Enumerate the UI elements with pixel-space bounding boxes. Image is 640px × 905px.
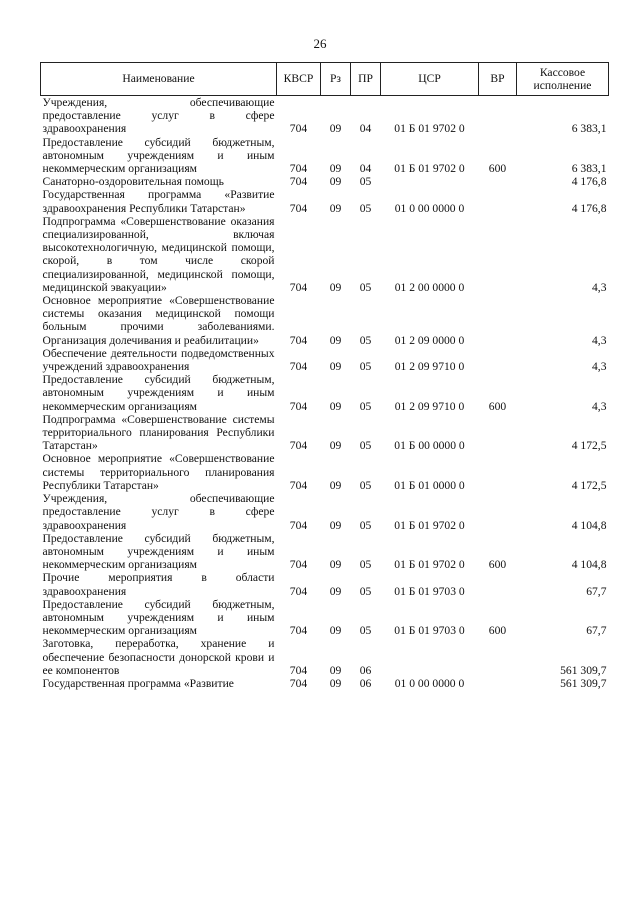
row-kvsr: 704 [289,558,308,572]
row-pr: 05 [359,280,372,294]
budget-table [40,62,609,690]
row-kvsr: 704 [289,333,308,347]
row-pr: 05 [359,399,372,413]
row-vr [479,452,517,492]
row-amount: 4 172,5 [571,439,607,453]
row-amount: 4,3 [592,360,607,374]
row-amount: 561 309,7 [560,676,607,690]
row-vr [479,347,517,373]
row-rz: 09 [329,162,342,176]
row-pr: 05 [359,624,372,638]
row-pr: 05 [359,439,372,453]
row-pr: 04 [359,162,372,176]
row-name: Предоставление субсидий бюджетным, автономным учреждениям и иным некоммерческим организациям [42,373,275,413]
row-amount: 4,3 [592,333,607,347]
row-rz: 09 [329,478,342,492]
row-pr: 05 [359,584,372,598]
row-amount: 4 176,8 [571,201,607,215]
row-csr: 01 Б 01 0000 0 [394,478,465,492]
row-name: Предоставление субсидий бюджетным, автономным учреждениям и иным некоммерческим организациям [42,531,275,572]
row-pr: 05 [359,333,372,347]
row-pr: 05 [359,175,372,189]
table-row [41,413,609,453]
table-row [41,294,609,347]
row-kvsr: 704 [289,478,308,492]
row-kvsr: 704 [289,122,308,136]
header-csr: ЦСР [381,63,479,96]
row-pr: 05 [359,558,372,572]
header-name: Наименование [41,63,277,96]
row-vr [479,175,517,188]
table-row [41,532,609,572]
table-row [41,571,609,597]
row-csr: 01 Б 01 9702 0 [394,558,465,572]
row-amount: 6 383,1 [571,162,607,176]
row-kvsr: 704 [289,201,308,215]
row-name: Государственная программа «Развитие [42,676,234,690]
row-rz: 09 [329,439,342,453]
row-kvsr: 704 [289,360,308,374]
row-rz: 09 [329,201,342,215]
row-rz: 09 [329,333,342,347]
header-pr: ПР [351,63,381,96]
row-rz: 09 [329,122,342,136]
row-csr: 01 2 09 0000 0 [394,333,465,347]
row-pr: 05 [359,360,372,374]
row-vr [479,215,517,294]
table-row [41,677,609,690]
table-row [41,373,609,413]
table-row [41,347,609,373]
row-kvsr: 704 [289,280,308,294]
row-csr [381,637,479,677]
row-kvsr: 704 [289,663,308,677]
row-name: Санаторно-оздоровительная помощь [42,175,224,189]
row-csr: 01 Б 01 9702 0 [394,122,465,136]
row-rz: 09 [329,399,342,413]
row-vr: 600 [488,162,507,176]
row-rz: 09 [329,663,342,677]
page-number: 26 [313,36,327,51]
row-amount: 4,3 [592,399,607,413]
row-amount: 6 383,1 [571,122,607,136]
row-vr [479,637,517,677]
row-vr [479,294,517,347]
row-rz: 09 [329,175,342,189]
row-name: Подпрограмма «Совершенствование системы территориального планирования Республики Татарстан» [42,412,275,453]
row-pr: 06 [359,663,372,677]
row-amount: 4,3 [592,280,607,294]
row-amount: 561 309,7 [560,663,607,677]
row-name: Подпрограмма «Совершенствование оказания специализированной, включая высокотехнологичную, медицинской помощи, скорой, в том числе скорой специализированной, медицинской помощи, медицинской эвакуации» [42,214,275,294]
row-csr: 01 Б 01 9702 0 [394,518,465,532]
row-name: Предоставление субсидий бюджетным, автономным учреждениям и иным некоммерческим организациям [42,135,275,176]
row-amount: 67,7 [586,624,607,638]
row-name: Основное мероприятие «Совершенствование системы оказания медицинской помощи больным прочими заболеваниями. Организация долечивания и реабилитации» [42,294,275,347]
header-kvsr: КВСР [277,63,321,96]
table-header [41,63,609,96]
row-kvsr: 704 [289,624,308,638]
row-name: Учреждения, обеспечивающие предоставление услуг в сфере здравоохранения [42,96,275,136]
row-name: Основное мероприятие «Совершенствование системы территориального планирования Республики Татарстан» [42,452,275,492]
row-vr: 600 [488,624,507,638]
row-amount: 4 104,8 [571,558,607,572]
row-amount: 4 104,8 [571,518,607,532]
row-csr: 01 Б 01 9702 0 [394,162,465,176]
row-rz: 09 [329,624,342,638]
table-row [41,452,609,492]
table-row [41,215,609,294]
table-row [41,96,609,136]
row-pr: 05 [359,478,372,492]
header-vr: ВР [479,63,517,96]
row-pr: 06 [359,676,372,690]
row-csr: 01 2 09 9710 0 [394,399,465,413]
row-kvsr: 704 [289,399,308,413]
row-vr: 600 [488,558,507,572]
row-rz: 09 [329,676,342,690]
table-row [41,637,609,677]
row-name: Учреждения, обеспечивающие предоставление услуг в сфере здравоохранения [42,492,275,532]
row-kvsr: 704 [289,162,308,176]
row-vr [479,413,517,453]
table-body [41,96,609,691]
row-pr: 05 [359,201,372,215]
row-csr: 01 0 00 0000 0 [394,201,465,215]
header-amount: Кассовое исполнение [517,63,609,96]
row-pr: 05 [359,518,372,532]
row-csr: 01 Б 00 0000 0 [394,439,465,453]
row-rz: 09 [329,584,342,598]
row-rz: 09 [329,280,342,294]
row-vr [479,571,517,597]
row-name: Заготовка, переработка, хранение и обеспечение безопасности донорской крови и ее компонентов [42,637,275,677]
table-row [41,188,609,214]
row-csr: 01 Б 01 9703 0 [394,624,465,638]
row-amount: 4 172,5 [571,478,607,492]
row-vr [479,188,517,214]
row-csr: 01 2 09 9710 0 [394,360,465,374]
row-rz: 09 [329,518,342,532]
row-csr: 01 2 00 0000 0 [394,280,465,294]
row-csr [381,175,479,188]
header-rz: Рз [321,63,351,96]
row-kvsr: 704 [289,175,308,189]
table-row [41,598,609,638]
row-vr [479,96,517,136]
row-kvsr: 704 [289,584,308,598]
row-csr: 01 0 00 0000 0 [394,676,465,690]
row-rz: 09 [329,360,342,374]
row-name: Государственная программа «Развитие здравоохранения Республики Татарстан» [42,188,275,215]
row-kvsr: 704 [289,676,308,690]
row-vr [479,492,517,532]
row-name: Обеспечение деятельности подведомственных учреждений здравоохранения [42,346,275,374]
row-name: Прочие мероприятия в области здравоохранения [42,571,275,598]
row-name: Предоставление субсидий бюджетным, автономным учреждениям и иным некоммерческим организациям [42,597,275,638]
table-row [41,136,609,176]
table-row [41,175,609,188]
row-kvsr: 704 [289,518,308,532]
row-vr [479,677,517,690]
row-kvsr: 704 [289,439,308,453]
row-csr: 01 Б 01 9703 0 [394,584,465,598]
row-vr: 600 [488,399,507,413]
row-rz: 09 [329,558,342,572]
row-amount: 67,7 [586,584,607,598]
row-pr: 04 [359,122,372,136]
row-amount: 4 176,8 [571,175,607,189]
table-row [41,492,609,532]
